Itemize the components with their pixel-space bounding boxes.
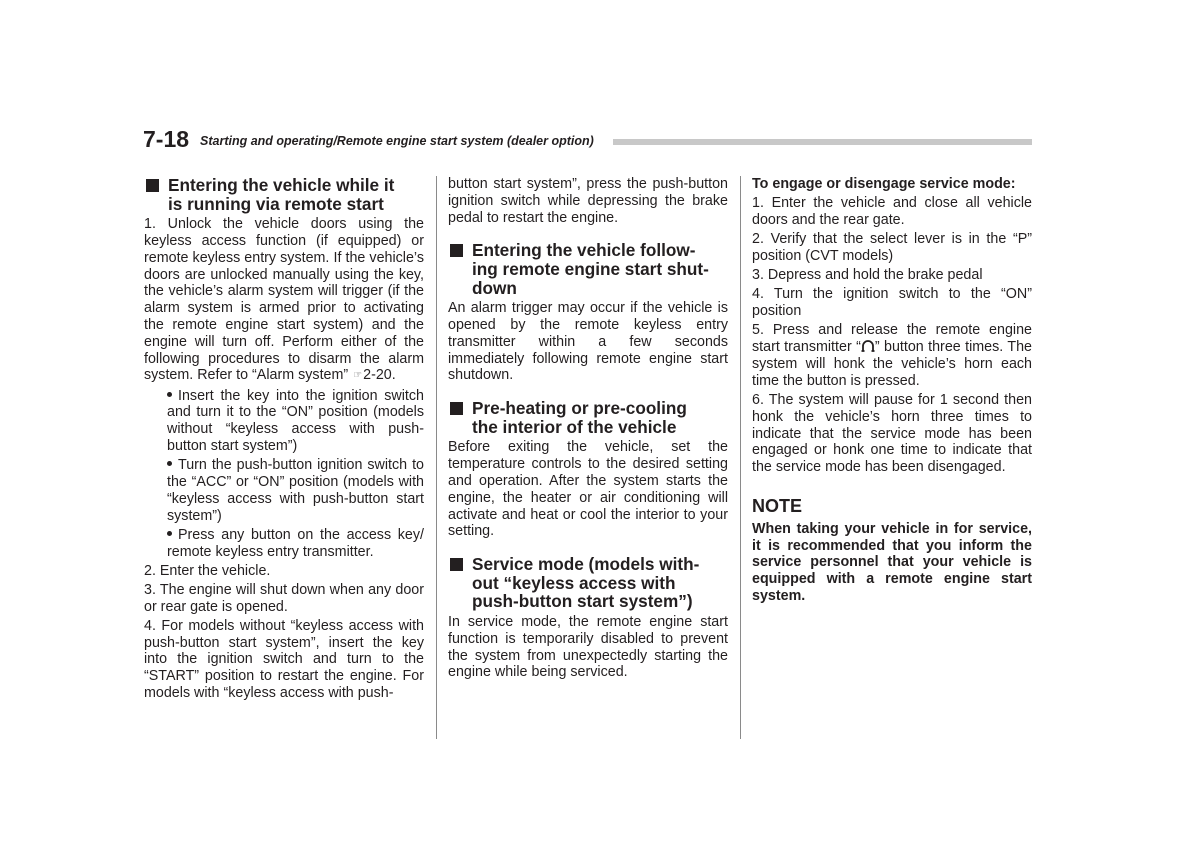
heading-line: Pre-heating or pre-cooling	[472, 398, 687, 419]
paragraph: 2. Enter the vehicle.	[144, 562, 271, 579]
heading-line: ing remote engine start shut-	[472, 258, 709, 279]
bullet-item	[167, 388, 424, 455]
heading-line: the interior of the vehicle	[472, 416, 677, 437]
bullet-icon	[167, 392, 172, 397]
horn-icon	[861, 340, 875, 352]
heading-line: Entering the vehicle while it	[168, 175, 395, 195]
step: 2. Verify that the select lever is in the “P” position (CVT models)	[752, 231, 1032, 264]
page-header	[143, 124, 1032, 154]
section-marker-icon	[450, 558, 463, 571]
heading-line: push-button start system”)	[472, 591, 693, 612]
paragraph: button start system”, press the push-button ignition switch while depressing the brake pedal to restart the engine.	[448, 176, 728, 226]
service-mode-label: To engage or disengage service mode:	[752, 176, 1016, 192]
step-text: 5. Press and release the remote engine start transmitter “	[752, 322, 1032, 356]
paragraph: 4. For models without “keyless access with push-button start system”, insert the key into the ignition switch and turn to the “START” position to restart the engine. For models with “keyless access with push-	[144, 617, 424, 702]
step: 6. The system will pause for 1 second then honk the vehicle’s horn three times to indicate that the service mode has been engaged or honk one time to indicate that the service mode has been disengaged.	[752, 391, 1032, 476]
bullet-item	[167, 457, 424, 524]
heading-entering-while-running	[144, 176, 424, 213]
note-heading: NOTE	[752, 495, 803, 516]
column-divider	[740, 176, 741, 739]
heading-preheating	[448, 399, 728, 436]
step: 4. Turn the ignition switch to the “ON” position	[752, 286, 1032, 320]
bullet-text: Press any button on the access key/ remote keyless entry transmitter.	[167, 526, 424, 560]
paragraph: 3. The engine will shut down when any door or rear gate is opened.	[144, 581, 424, 615]
heading-service-mode	[448, 555, 728, 611]
column-2	[448, 176, 728, 683]
paragraph	[144, 216, 424, 385]
section-marker-icon	[146, 179, 159, 192]
bullet-icon	[167, 461, 172, 466]
heading-line: down	[472, 277, 517, 298]
paragraph: An alarm trigger may occur if the vehicle is opened by the remote keyless entry transmitter within a few seconds immediately following remote engine start shutdown.	[448, 300, 728, 384]
section-marker-icon	[450, 402, 463, 415]
paragraph: Before exiting the vehicle, set the temperature controls to the desired setting and operation. After the system starts the engine, the heater or air conditioning will activate and heat or cool the interior to your setting.	[448, 439, 728, 540]
page-number: 7-18	[143, 126, 190, 152]
heading-line: Entering the vehicle follow-	[472, 240, 696, 261]
heading-line: is running via remote start	[168, 193, 384, 214]
step-text: ” button three times. The system will honk the vehicle’s horn each time the button is pressed.	[752, 339, 1032, 389]
bullet-item	[167, 527, 424, 561]
page-reference: 2-20.	[363, 367, 396, 384]
paragraph: In service mode, the remote engine start function is temporarily disabled to prevent the system from unexpectedly starting the engine while being serviced.	[448, 613, 728, 681]
paragraph-text: 1. Unlock the vehicle doors using the keyless access function (if equipped) or remote keyless entry system. If the vehicle’s doors are unlocked manually using the key, the vehicle’s alarm system will trigger (if the alarm system is armed prior to activating the remote engine start system) and the engine will turn off. Perform either of the following procedures to disarm the alarm system. Refer to “Alarm system”	[144, 216, 424, 384]
section-title: Starting and operating/Remote engine start system (dealer option)	[200, 134, 594, 148]
step: 1. Enter the vehicle and close all vehicle doors and the rear gate.	[752, 195, 1032, 228]
bullet-text: Insert the key into the ignition switch and turn it to the “ON” position (models without “keyless access with push-button start system”)	[167, 387, 424, 454]
heading-entering-after-shutdown	[448, 241, 728, 297]
heading-line: out “keyless access with	[472, 572, 676, 593]
note-body: When taking your vehicle in for service, it is recommended that you inform the service personnel that your vehicle is equipped with a remote engine start system.	[752, 520, 1032, 605]
step: 3. Depress and hold the brake pedal	[752, 267, 983, 284]
bullet-text: Turn the push-button ignition switch to the “ACC” or “ON” position (models with “keyless access with push-button start system”)	[167, 457, 424, 524]
header-rule	[613, 139, 1032, 145]
section-marker-icon	[450, 244, 463, 257]
bullet-icon	[167, 531, 172, 536]
column-3	[752, 176, 1032, 607]
heading-line: Service mode (models with-	[472, 554, 700, 575]
step	[752, 322, 1032, 389]
page-reference-icon: ☞	[353, 370, 363, 382]
column-1	[144, 176, 424, 704]
column-divider	[436, 176, 437, 739]
